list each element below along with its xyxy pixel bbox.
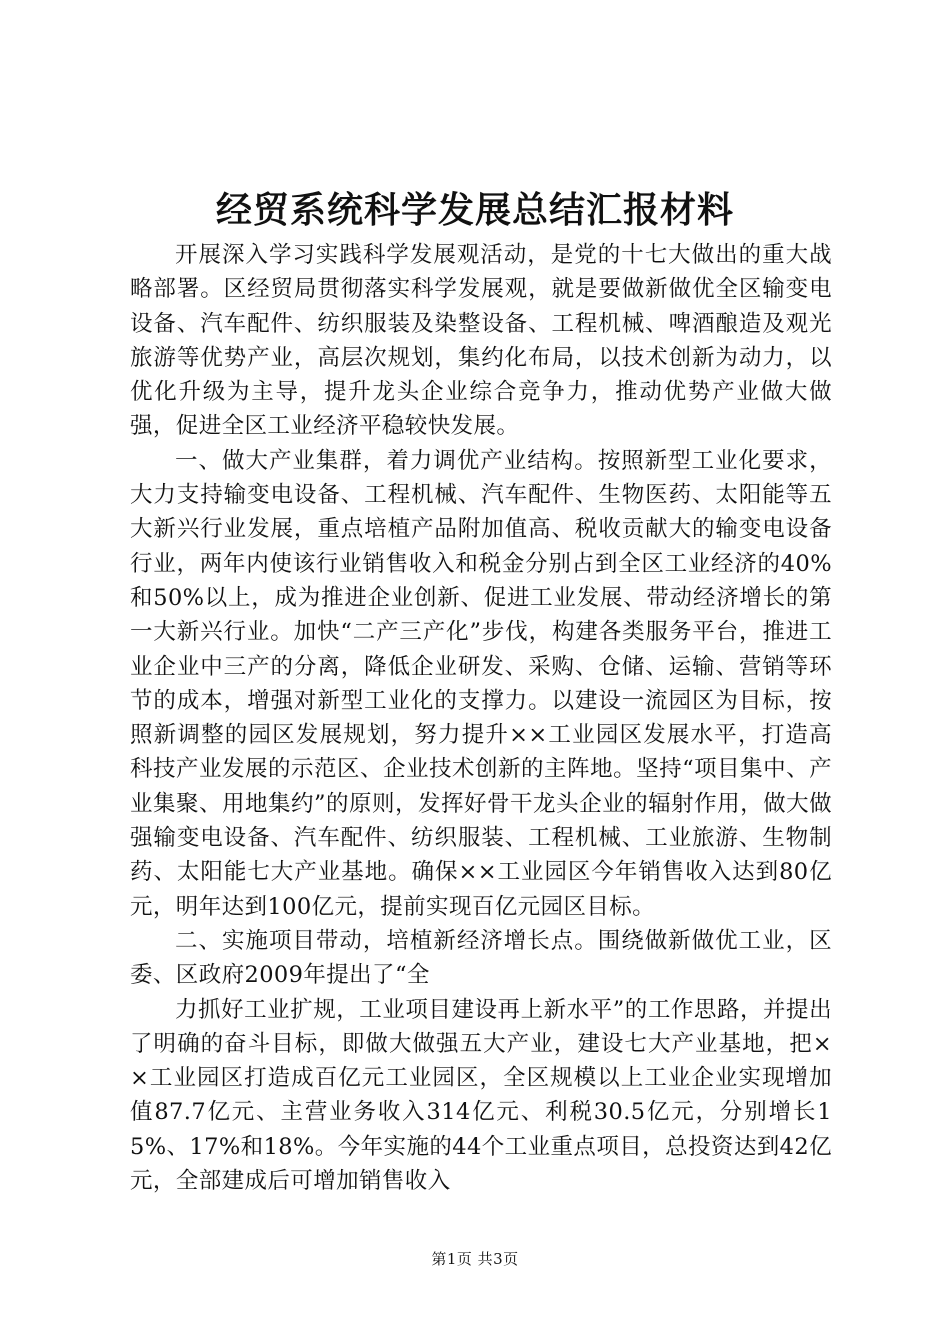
paragraph-section-two-continued: 力抓好工业扩规，工业项目建设再上新水平”的工作思路，并提出了明确的奋斗目标，即做大做强五大产业，建设七大产业基地，把××工业园区打造成百亿元工业园区，全区规模以上工业企业实现增加值87.7亿元、主营业务收入314亿元、利税30.5亿元，分别增长15%、17%和18%。今年实施的44个工业重点项目，总投资达到42亿元，全部建成后可增加销售收入 — [130, 996, 832, 1195]
paragraph-section-two: 二、实施项目带动，培植新经济增长点。围绕做新做优工业，区委、区政府2009年提出了“全 — [130, 927, 832, 989]
paragraph-section-one: 一、做大产业集群，着力调优产业结构。按照新型工业化要求，大力支持输变电设备、工程机械、汽车配件、生物医药、太阳能等五大新兴行业发展，重点培植产品附加值高、税收贡献大的输变电设备行业，两年内使该行业销售收入和税金分别占到全区工业经济的40%和50%以上，成为推进企业创新、促进工业发展、带动经济增长的第一大新兴行业。加快“二产三产化”步伐，构建各类服务平台，推进工业企业中三产的分离，降低企业研发、采购、仓储、运输、营销等环节的成本，增强对新型工业化的支撑力。以建设一流园区为目标，按照新调整的园区发展规划，努力提升××工业园区发展水平，打造高科技产业发展的示范区、企业技术创新的主阵地。坚持“项目集中、产业集聚、用地集约”的原则，发挥好骨干龙头企业的辐射作用，做大做强输变电设备、汽车配件、纺织服装、工程机械、工业旅游、生物制药、太阳能七大产业基地。确保××工业园区今年销售收入达到80亿元，明年达到100亿元，提前实现百亿元园区目标。 — [130, 447, 832, 920]
page-footer: 第1页 共3页 — [431, 1250, 519, 1268]
paragraph-intro: 开展深入学习实践科学发展观活动，是党的十七大做出的重大战略部署。区经贸局贯彻落实科学发展观，就是要做新做优全区输变电设备、汽车配件、纺织服装及染整设备、工程机械、啤酒酿造及观光旅游等优势产业，高层次规划，集约化布局，以技术创新为动力，以优化升级为主导，提升龙头企业综合竞争力，推动优势产业做大做强，促进全区工业经济平稳较快发展。 — [130, 242, 832, 440]
document-title: 经贸系统科学发展总结汇报材料 — [215, 189, 734, 231]
document-body — [130, 238, 832, 1198]
